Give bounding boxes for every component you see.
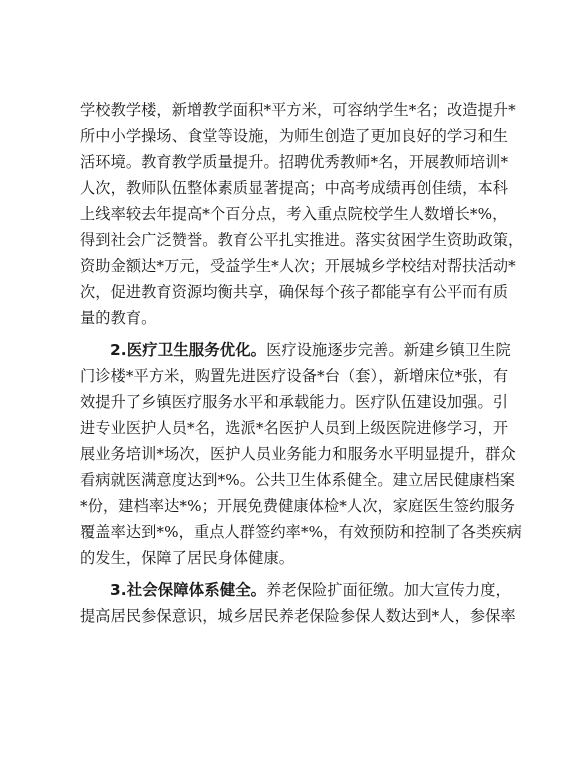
text-line: 活环境。教育教学质量提升。招聘优秀教师*名，开展教师培训* bbox=[80, 153, 509, 171]
text-line: 看病就医满意度达到*%。公共卫生体系健全。建立居民健康档案 bbox=[80, 471, 515, 489]
paragraph-medical bbox=[80, 337, 522, 571]
text-line: 提高居民参保意识，城乡居民养老保险参保人数达到*人，参保率 bbox=[80, 607, 516, 625]
text-line: 人次，教师队伍整体素质显著提高；中高考成绩再创佳绩，本科 bbox=[80, 179, 509, 197]
text-line: 效提升了乡镇医疗服务水平和承载能力。医疗队伍建设加强。引 bbox=[80, 393, 509, 411]
text-line: 展业务培训*场次，医护人员业务能力和服务水平明显提升，群众 bbox=[80, 445, 516, 463]
text-run: 养老保险扩面征缴。加大宣传力度， bbox=[266, 581, 511, 599]
section-heading-medical: 2.医疗卫生服务优化。 bbox=[110, 341, 267, 359]
text-line: 所中小学操场、食堂等设施，为师生创造了更加良好的学习和生 bbox=[80, 127, 509, 145]
document-body bbox=[80, 97, 524, 629]
text-line: 上线率较去年提高*个百分点，考入重点院校学生人数增长*%， bbox=[80, 205, 508, 223]
text-line: 量的教育。 bbox=[80, 309, 157, 327]
paragraph-education bbox=[80, 97, 524, 331]
text-line: 门诊楼*平方米，购置先进医疗设备*台（套），新增床位*张，有 bbox=[80, 367, 509, 385]
text-line: 得到社会广泛赞誉。教育公平扎实推进。落实贫困学生资助政策， bbox=[80, 231, 524, 249]
text-line: 学校教学楼，新增教学面积*平方米，可容纳学生*名；改造提升* bbox=[80, 101, 516, 119]
paragraph-social-security bbox=[80, 577, 514, 629]
text-line: 覆盖率达到*%，重点人群签约率*%，有效预防和控制了各类疾病 bbox=[80, 523, 522, 541]
paragraph-first-line bbox=[80, 577, 514, 603]
text-run: 医疗设施逐步完善。新建乡镇卫生院 bbox=[266, 341, 511, 359]
text-line: 进专业医护人员*名，选派*名医护人员到上级医院进修学习，开 bbox=[80, 419, 509, 437]
paragraph-first-line bbox=[80, 337, 514, 363]
text-line: 资助金额达*万元，受益学生*人次；开展城乡学校结对帮扶活动* bbox=[80, 257, 516, 275]
text-line: 次，促进教育资源均衡共享，确保每个孩子都能享有公平而有质 bbox=[80, 283, 509, 301]
text-line: *份，建档率达*%；开展免费健康体检*人次，家庭医生签约服务 bbox=[80, 497, 516, 515]
text-line: 的发生，保障了居民身体健康。 bbox=[80, 549, 295, 567]
section-heading-social-security: 3.社会保障体系健全。 bbox=[110, 581, 267, 599]
